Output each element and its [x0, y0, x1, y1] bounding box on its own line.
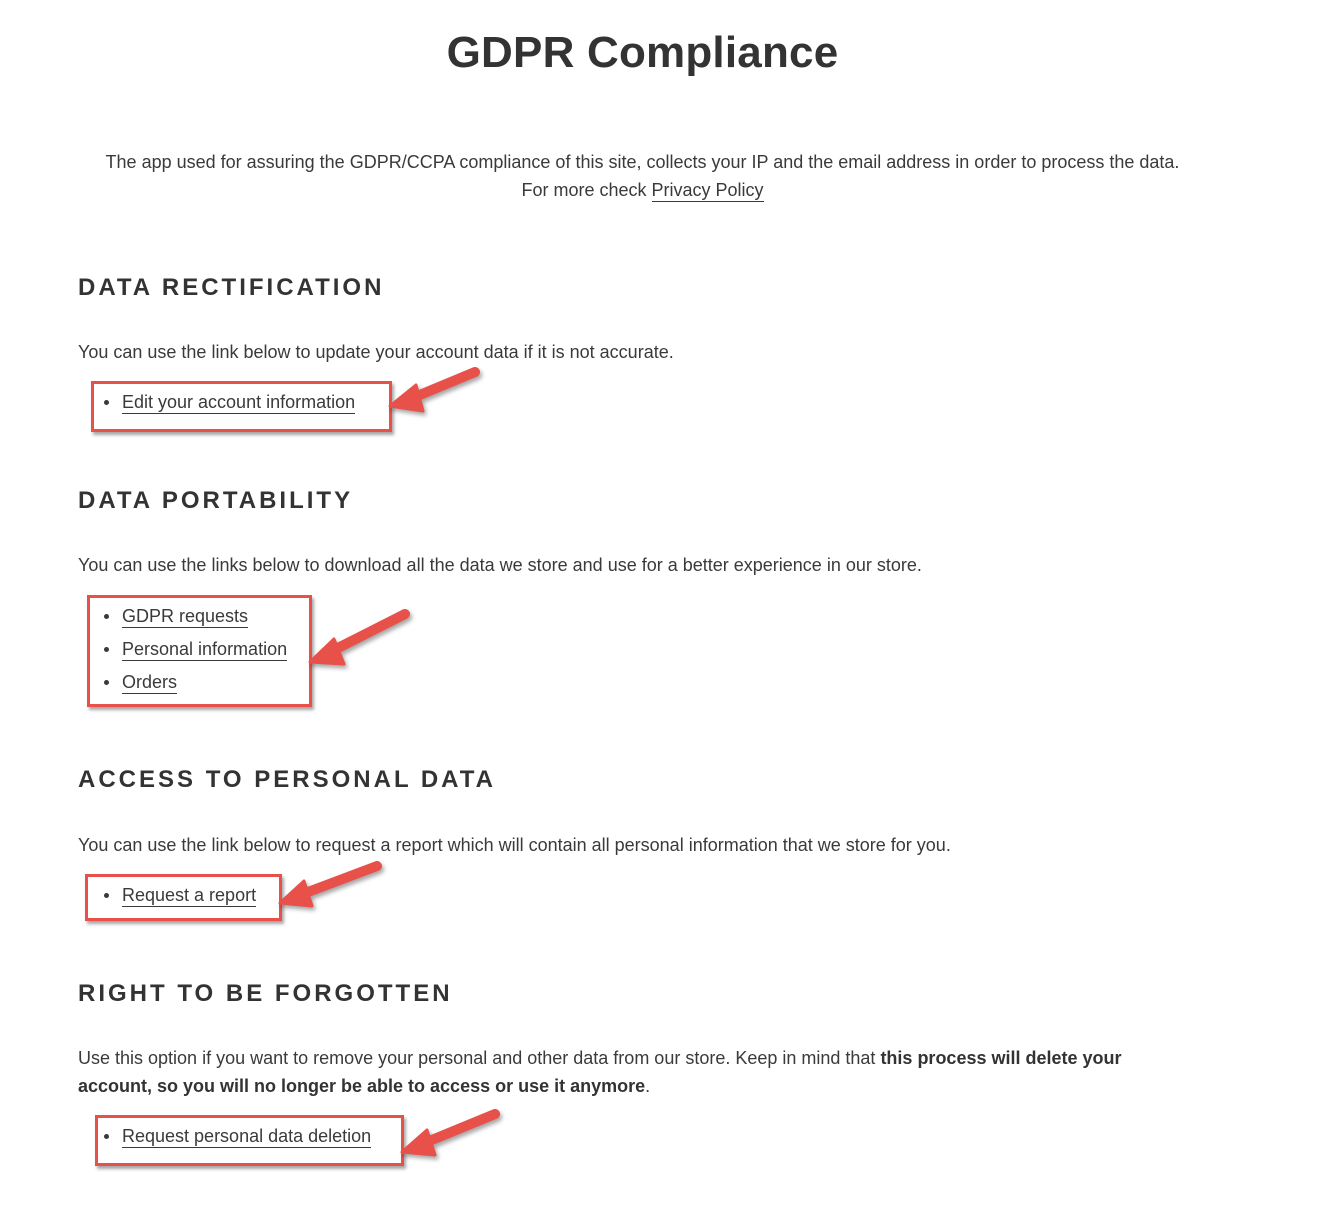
request-personal-data-deletion-link[interactable]: Request personal data deletion [122, 1126, 372, 1146]
section-text-data-portability: You can use the links below to download all the data we store and use for a better experience in our store. [78, 555, 922, 575]
section-text-access-to-personal-data: You can use the link below to request a report which will contain all personal information that we store for you. [78, 835, 951, 855]
list-item [100, 880, 256, 913]
section-text-right-to-be-forgotten [78, 1044, 1198, 1100]
warning-text: this process will delete your account, so you will no longer be able to access or use it anymore [78, 1048, 1122, 1096]
list-item [100, 667, 287, 700]
request-a-report-link[interactable]: Request a report [122, 885, 257, 905]
access-to-personal-data-links [100, 880, 256, 913]
gdpr-requests-link[interactable]: GDPR requests [122, 606, 249, 626]
privacy-policy-link[interactable]: Privacy Policy [651, 180, 764, 200]
list-item [100, 601, 287, 634]
list-item [100, 1121, 371, 1154]
bullet-icon [104, 400, 109, 405]
text-suffix: . [645, 1076, 651, 1096]
bullet-icon [104, 647, 109, 652]
text-prefix: Use this option if you want to remove your personal and other data from our store. Keep in mind that [78, 1048, 881, 1068]
personal-information-link[interactable]: Personal information [122, 639, 288, 659]
bullet-icon [104, 893, 109, 898]
bullet-icon [104, 614, 109, 619]
section-heading-data-portability: DATA PORTABILITY [78, 487, 354, 514]
bullet-icon [104, 680, 109, 685]
list-item [100, 387, 355, 420]
bullet-icon [104, 1134, 109, 1139]
list-item [100, 634, 287, 667]
page-title: GDPR Compliance [446, 28, 839, 77]
section-heading-access-to-personal-data: ACCESS TO PERSONAL DATA [78, 766, 496, 793]
data-rectification-links [100, 387, 355, 420]
intro-line: The app used for assuring the GDPR/CCPA compliance of this site, collects your IP and the email address in order to process the data. [105, 152, 1180, 172]
intro-line-privacy [0, 176, 1285, 204]
intro-text [0, 148, 1285, 204]
orders-link[interactable]: Orders [122, 672, 178, 692]
section-heading-right-to-be-forgotten: RIGHT TO BE FORGOTTEN [78, 980, 453, 1007]
right-to-be-forgotten-links [100, 1121, 371, 1154]
section-text-data-rectification: You can use the link below to update your account data if it is not accurate. [78, 342, 674, 362]
section-heading-data-rectification: DATA RECTIFICATION [78, 274, 385, 301]
edit-account-information-link[interactable]: Edit your account information [122, 392, 356, 412]
data-portability-links [100, 601, 287, 700]
intro-prefix: For more check [521, 180, 652, 200]
